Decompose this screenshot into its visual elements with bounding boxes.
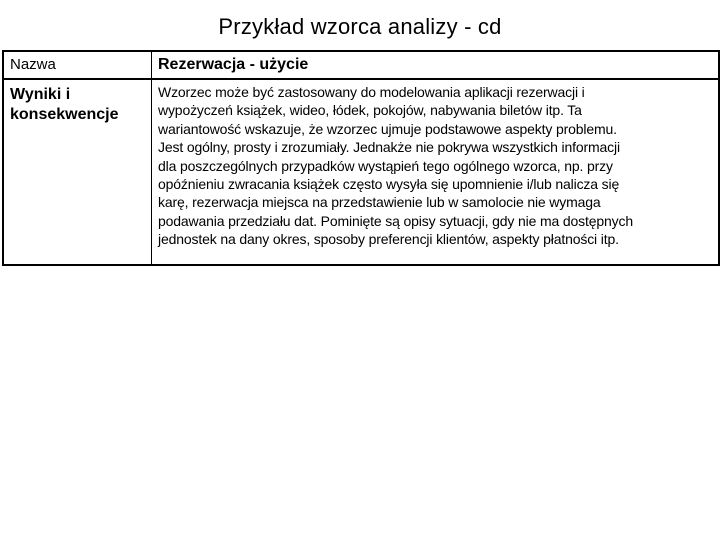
results-value bbox=[158, 83, 720, 249]
results-text-line: wariantowość wskazuje, że wzorzec ujmuje podstawowe aspekty problemu. bbox=[158, 120, 617, 137]
pattern-table bbox=[2, 50, 720, 266]
results-label-line: Wyniki i bbox=[10, 86, 71, 103]
results-label-line: konsekwencje bbox=[10, 106, 119, 123]
results-text-line: wypożyczeń książek, wideo, łódek, pokojów, nabywania biletów itp. Ta bbox=[158, 102, 582, 119]
results-text-line: Jest ogólny, prosty i zrozumiały. Jednakże nie pokrywa wszystkich informacji bbox=[158, 139, 620, 156]
results-text-line: jednostek na dany okres, sposoby preferencji klientów, aspekty płatności itp. bbox=[158, 231, 619, 248]
results-text-line: Wzorzec może być zastosowany do modelowania aplikacji rezerwacji i bbox=[158, 84, 585, 100]
results-text-line: podawania przedziału dat. Pominięte są opisy sytuacji, gdy nie ma dostępnych bbox=[158, 212, 633, 229]
results-text-line: opóźnieniu zwracania książek często wysyła się upomnienie i/lub nalicza się bbox=[158, 176, 620, 193]
name-label: Nazwa bbox=[10, 56, 56, 73]
results-text-line: karę, rezerwacja miejsca na przedstawienie lub w samolocie nie wymaga bbox=[158, 194, 601, 211]
results-text-line: dla poszczególnych przypadków wystąpień tego ogólnego wzorca, np. przy bbox=[158, 157, 613, 174]
column-divider bbox=[151, 52, 152, 264]
slide-title: Przykład wzorca analizy - cd bbox=[218, 14, 502, 39]
name-value: Rezerwacja - użycie bbox=[158, 56, 309, 73]
row-divider bbox=[4, 78, 718, 80]
results-label bbox=[10, 85, 146, 125]
